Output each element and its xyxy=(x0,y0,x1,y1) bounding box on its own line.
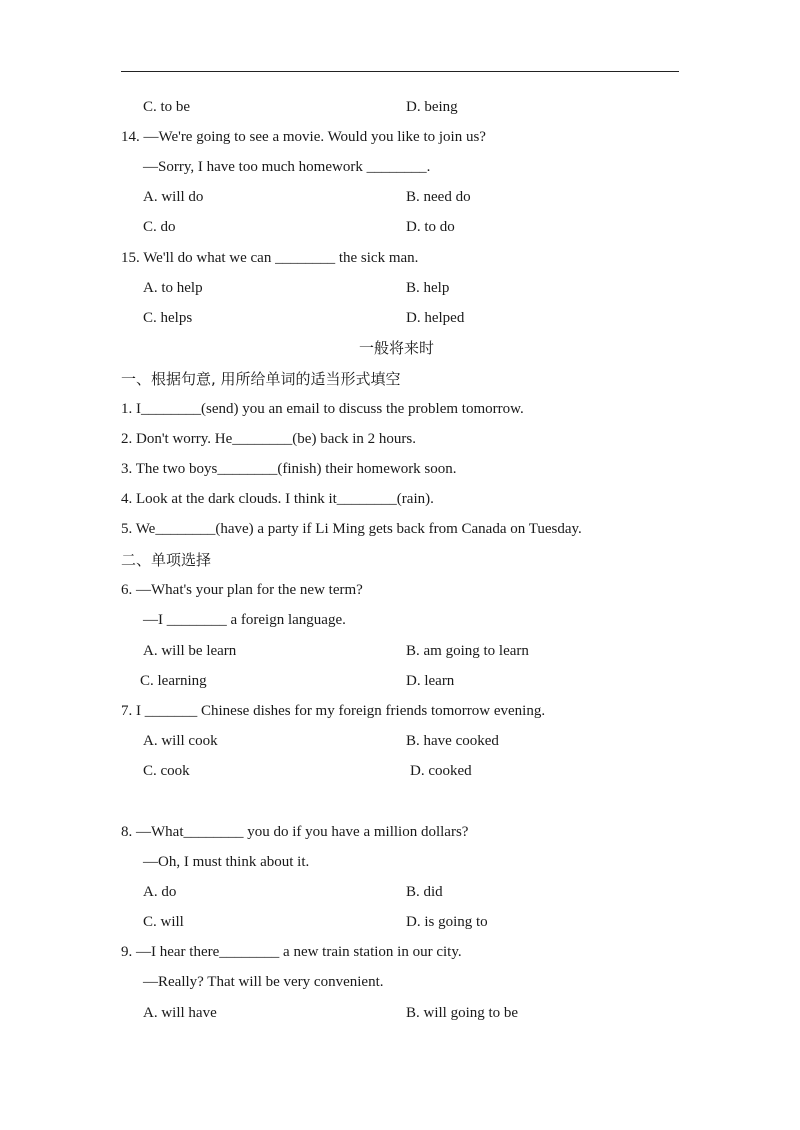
option-9b: B. will going to be xyxy=(406,1005,519,1021)
fill-4: 4. Look at the dark clouds. I think it________(rain). xyxy=(121,491,434,507)
option-6c: C. learning xyxy=(140,673,207,689)
fill-1: 1. I________(send) you an email to discuss the problem tomorrow. xyxy=(121,401,524,417)
question-14-reply: —Sorry, I have too much homework ________. xyxy=(143,159,431,175)
fill-2: 2. Don't worry. He________(be) back in 2 hours. xyxy=(121,431,417,447)
section-title: 一般将来时 xyxy=(359,339,435,357)
option-7a: A. will cook xyxy=(143,733,218,749)
option-6a: A. will be learn xyxy=(143,643,237,659)
question-15: 15. We'll do what we can ________ the sick man. xyxy=(121,250,419,266)
option-15b: B. help xyxy=(406,280,450,296)
question-14: 14. —We're going to see a movie. Would you like to join us? xyxy=(121,129,486,145)
part-two-heading: 二、单项选择 xyxy=(121,551,212,569)
option-14a: A. will do xyxy=(143,189,204,205)
option-14c: C. do xyxy=(143,219,176,235)
option-14d: D. to do xyxy=(406,219,455,235)
header-rule xyxy=(121,71,679,72)
option-8c: C. will xyxy=(143,914,184,930)
option-6d: D. learn xyxy=(406,673,455,689)
option-15d: D. helped xyxy=(406,310,465,326)
part-one-heading: 一、根据句意, 用所给单词的适当形式填空 xyxy=(121,370,401,388)
option-8b: B. did xyxy=(406,884,443,900)
question-8: 8. —What________ you do if you have a million dollars? xyxy=(121,824,469,840)
option-6b: B. am going to learn xyxy=(406,643,529,659)
fill-3: 3. The two boys________(finish) their homework soon. xyxy=(121,461,457,477)
question-6: 6. —What's your plan for the new term? xyxy=(121,582,363,598)
question-9: 9. —I hear there________ a new train station in our city. xyxy=(121,944,462,960)
option-7d: D. cooked xyxy=(410,763,472,779)
option-7b: B. have cooked xyxy=(406,733,499,749)
question-7: 7. I _______ Chinese dishes for my foreign friends tomorrow evening. xyxy=(121,703,546,719)
option-14b: B. need do xyxy=(406,189,471,205)
fill-5: 5. We________(have) a party if Li Ming gets back from Canada on Tuesday. xyxy=(121,521,582,537)
option-8a: A. do xyxy=(143,884,177,900)
question-8-reply: —Oh, I must think about it. xyxy=(143,854,310,870)
option-9a: A. will have xyxy=(143,1005,217,1021)
option-15c: C. helps xyxy=(143,310,193,326)
option-15a: A. to help xyxy=(143,280,203,296)
question-6-reply: —I ________ a foreign language. xyxy=(143,612,346,628)
question-9-reply: —Really? That will be very convenient. xyxy=(143,974,384,990)
option-13c: C. to be xyxy=(143,99,191,115)
option-8d: D. is going to xyxy=(406,914,488,930)
option-13d: D. being xyxy=(406,99,458,115)
option-7c: C. cook xyxy=(143,763,190,779)
